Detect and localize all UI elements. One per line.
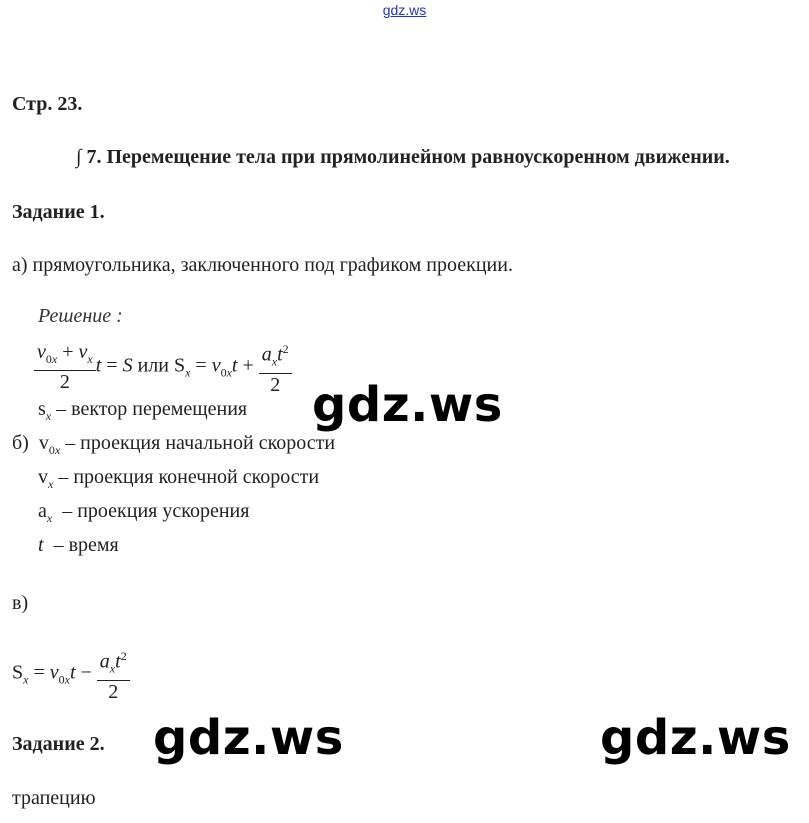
formula-or: или [137,354,169,377]
formula-fraction: $\frac{v_{0x} + v_x}{2}$ [34,341,96,393]
displacement-formula-c: $S_x = v_{0x}t$ − $\frac{a_xt^2}{2}$ [12,645,130,703]
task-1-prefix-c: в) [12,592,29,614]
section-title: ∫ 7. Перемещение тела при прямолинейном равноускоренном движении. [76,146,730,168]
solution-label: Решение : [38,305,123,327]
formula-fraction-c: $\frac{a_xt^2}{2}$ [97,645,130,703]
task-2-answer: трапецию [12,787,96,809]
task-1-answer-a: а) прямоугольника, заключенного под графиком проекции. [12,254,513,276]
page-reference: Стр. 23. [12,93,83,115]
definition-a: $a_x$ – проекция ускорения [38,500,250,525]
watermark-bottom-left: gdz.ws [153,710,344,766]
task-2-heading: Задание 2. [12,733,105,755]
definition-t: t – время [38,534,119,556]
top-watermark[interactable]: gdz.ws [382,2,427,18]
watermark-bottom-right: gdz.ws [600,710,791,766]
definition-s: $s_x$ – вектор перемещения [38,398,248,423]
task-1-heading: Задание 1. [12,201,105,223]
formula-fraction-accel: $\frac{a_xt^2}{2}$ [259,338,292,396]
displacement-formula: $\frac{v_{0x} + v_x}{2}$ t = S или $S_x = v_{0x}t$ + $\frac{a_xt^2}{2}$ [34,338,292,396]
definition-v0: б) $v_{0x}$ – проекция начальной скорости [12,432,336,457]
definition-v: $v_x$ – проекция конечной скорости [38,466,320,491]
watermark-center: gdz.ws [312,377,503,433]
